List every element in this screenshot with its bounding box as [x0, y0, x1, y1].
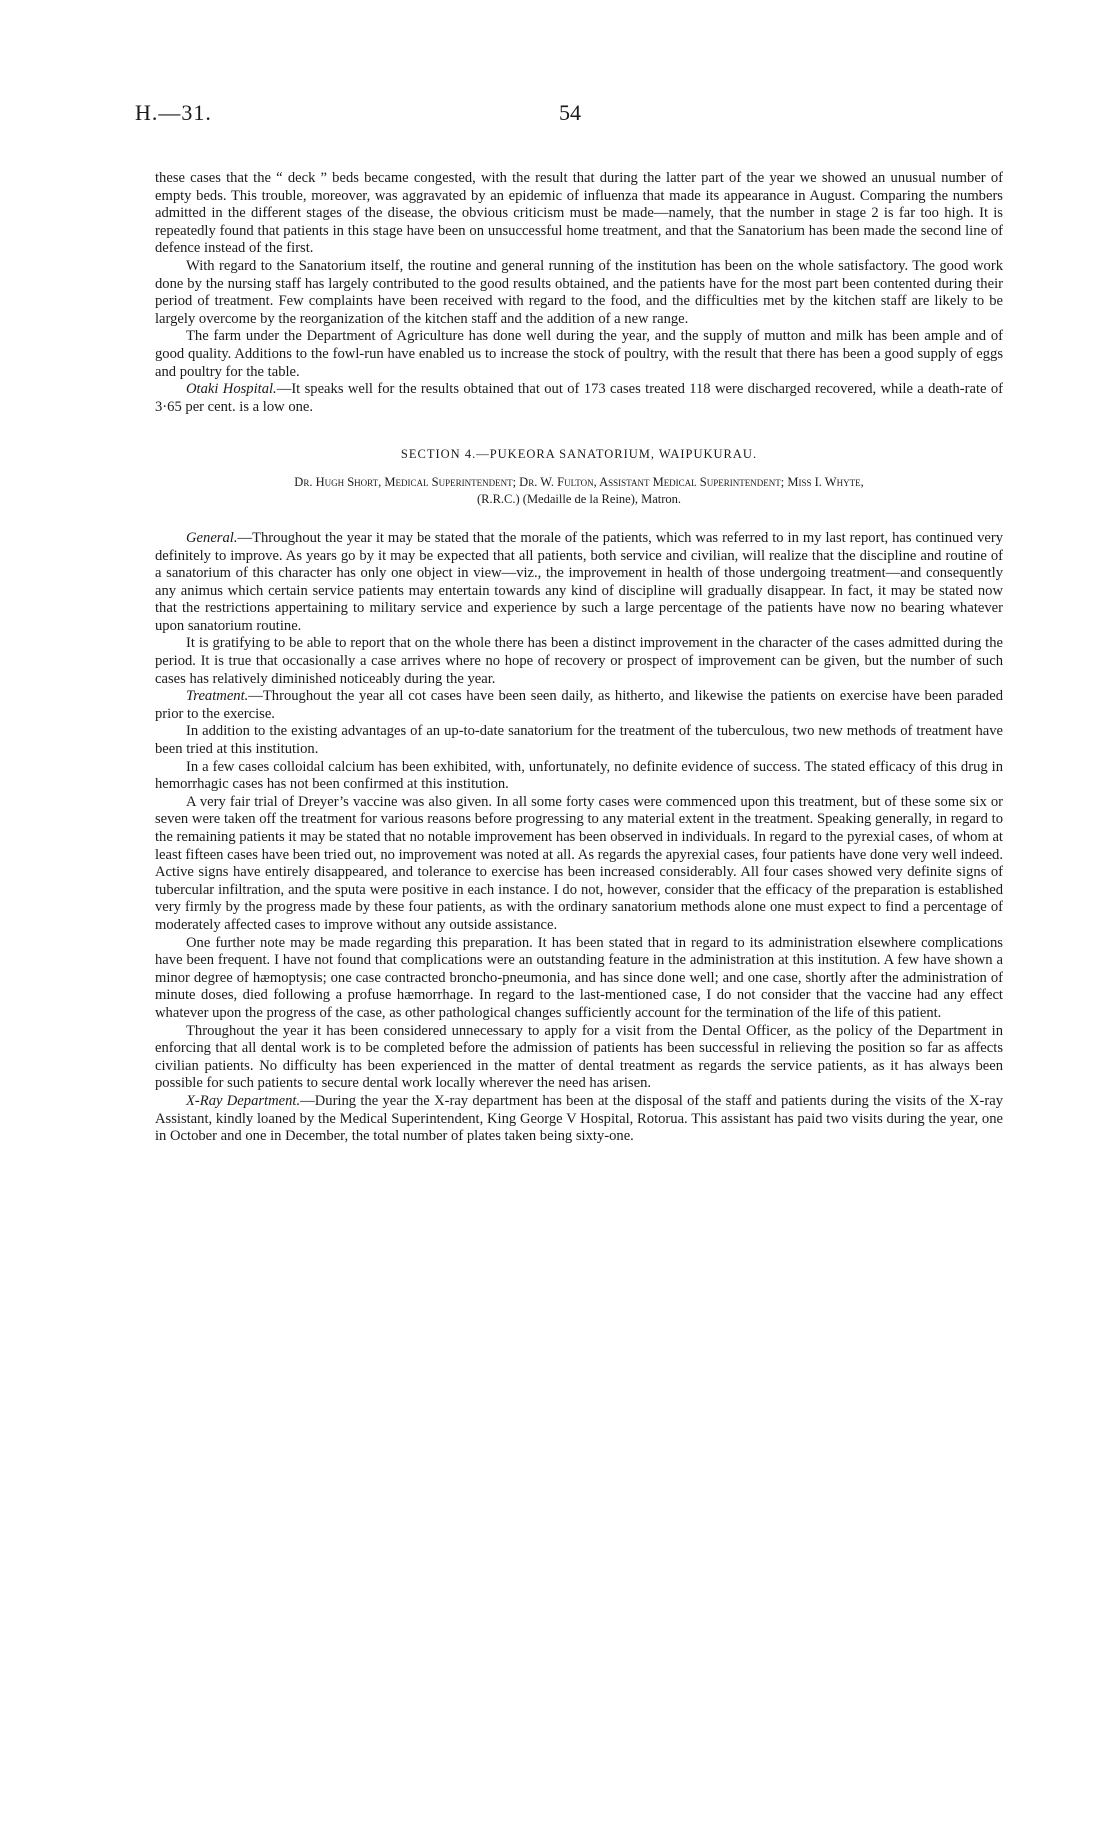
staff-line: Dr. Hugh Short, Medical Superintendent; Dr. W. Fulton, Assistant Medical Superintendent; Miss I. Whyte,	[294, 474, 864, 489]
paragraph: these cases that the “ deck ” beds became congested, with the result that during the latter part of the year we showed an unusual number of empty beds. This trouble, moreover, was aggravated by an epidemic of influenza that made its appearance in August. Comparing the numbers admitted in the different stages of the disease, the obvious criticism must be made—namely, that the number in stage 2 is far too high. It is repeatedly found that patients in this stage have been on unsuccessful home treatment, and that the Sanatorium has been made the second line of defence instead of the first.	[155, 170, 1003, 257]
section-4-body	[155, 530, 1003, 1146]
paragraph: It is gratifying to be able to report that on the whole there has been a distinct improvement in the character of the cases admitted during the period. It is true that occasionally a case arrives where no hope of recovery or prospect of improvement can be given, but the number of such cases has relatively diminished noticeably during the year.	[155, 635, 1003, 687]
paragraph: In a few cases colloidal calcium has been exhibited, with, unfortunately, no definite evidence of success. The stated efficacy of this drug in hemorrhagic cases has not been confirmed at this institution.	[155, 758, 1003, 793]
paragraph-lead: General.	[186, 529, 238, 546]
paragraph-lead: X-Ray Department.	[186, 1092, 301, 1109]
section-title: SECTION 4.—PUKEORA SANATORIUM, WAIPUKURAU.	[400, 447, 758, 462]
page-body	[155, 170, 1003, 1146]
document-reference: H.—31.	[135, 100, 212, 125]
paragraph: Treatment.—Throughout the year all cot cases have been seen daily, as hitherto, and likewise the patients on exercise have been paraded prior to the exercise.	[155, 688, 1003, 722]
paragraph: In addition to the existing advantages of an up-to-date sanatorium for the treatment of the tuberculous, two new methods of treatment have been tried at this institution.	[155, 723, 1003, 758]
staff-line: (R.R.C.) (Medaille de la Reine), Matron.	[476, 491, 682, 506]
paragraph: With regard to the Sanatorium itself, the routine and general running of the institution has been on the whole satisfactory. The good work done by the nursing staff has largely contributed to the good results obtained, and the patients have for the most part been contented during their period of treatment. Few complaints have been received with regard to the food, and the difficulties met by the kitchen staff are likely to be largely overcome by the reorganization of the kitchen staff and the addition of a new range.	[155, 257, 1003, 327]
paragraph: A very fair trial of Dreyer’s vaccine was also given. In all some forty cases were commenced upon this treatment, but of these some six or seven were taken off the treatment for various reasons before progressing to any material extent in the treatment. Speaking generally, in regard to the remaining patients it may be stated that no notable improvement has been observed in individuals. In regard to the pyrexial cases, of whom at least fifteen cases have been tried out, no improvement was noted at all. As regards the apyrexial cases, four patients have done very well indeed. Active signs have entirely disappeared, and tolerance to exercise has been increased considerably. All four cases showed very definite signs of tubercular infiltration, and the sputa were positive in each instance. I do not, however, consider that the efficacy of the preparation is established very firmly by the progress made by these four patients, as with the ordinary sanatorium methods alone one must expect to find a percentage of moderately affected cases to improve without any outside assistance.	[155, 793, 1003, 933]
page-number: 54	[559, 100, 581, 125]
paragraph: General.—Throughout the year it may be stated that the morale of the patients, which was referred to in my last report, has continued very definitely to improve. As years go by it may be expected that all patients, both service and civilian, will realize that the discipline and routine of a sanatorium of this character has only one object in view—viz., the improvement in health of those undergoing treatment—and consequently any animus which certain service patients may entertain towards any kind of discipline will gradually disappear. In fact, it may be stated now that the restrictions appertaining to military service and experience by such a large percentage of the patients have now no bearing whatever upon sanatorium routine.	[155, 529, 1003, 634]
staff-list	[155, 474, 1003, 508]
paragraph-lead: Otaki Hospital.	[186, 381, 277, 398]
paragraph: Otaki Hospital.—It speaks well for the results obtained that out of 173 cases treated 118 were discharged recovered, while a death-rate of 3·65 per cent. is a low one.	[155, 381, 1003, 415]
section-3-continuation	[155, 170, 1003, 416]
paragraph: X-Ray Department.—During the year the X-ray department has been at the disposal of the staff and patients during the visits of the X-ray Assistant, kindly loaned by the Medical Superintendent, King George V Hospital, Rotorua. This assistant has paid two visits during the year, one in October and one in December, the total number of plates taken being sixty-one.	[155, 1092, 1003, 1145]
paragraph: Throughout the year it has been considered unnecessary to apply for a visit from the Dental Officer, as the policy of the Department in enforcing that all dental work is to be completed before the admission of patients has been successful in relieving the position so far as affects civilian patients. No difficulty has been experienced in the matter of dental treatment as regards the service patients, as it has always been possible for such patients to secure dental work locally wherever the need has arisen.	[155, 1022, 1003, 1092]
paragraph: One further note may be made regarding this preparation. It has been stated that in regard to its administration elsewhere complications have been frequent. I have not found that complications were an outstanding feature in the administration at this institution. A few have shown a minor degree of hæmoptysis; one case contracted broncho-pneumonia, and has since done well; and one case, shortly after the administration of minute doses, died following a profuse hæmorrhage. In regard to the last-mentioned case, I do not consider that the vaccine had any effect whatever upon the progress of the case, as other pathological changes sufficiently account for the termination of the life of this patient.	[155, 934, 1003, 1021]
paragraph: The farm under the Department of Agriculture has done well during the year, and the supply of mutton and milk has been ample and of good quality. Additions to the fowl-run have enabled us to increase the stock of poultry, with the result that there has been a good supply of eggs and poultry for the table.	[155, 328, 1003, 380]
paragraph-lead: Treatment.	[186, 688, 249, 705]
